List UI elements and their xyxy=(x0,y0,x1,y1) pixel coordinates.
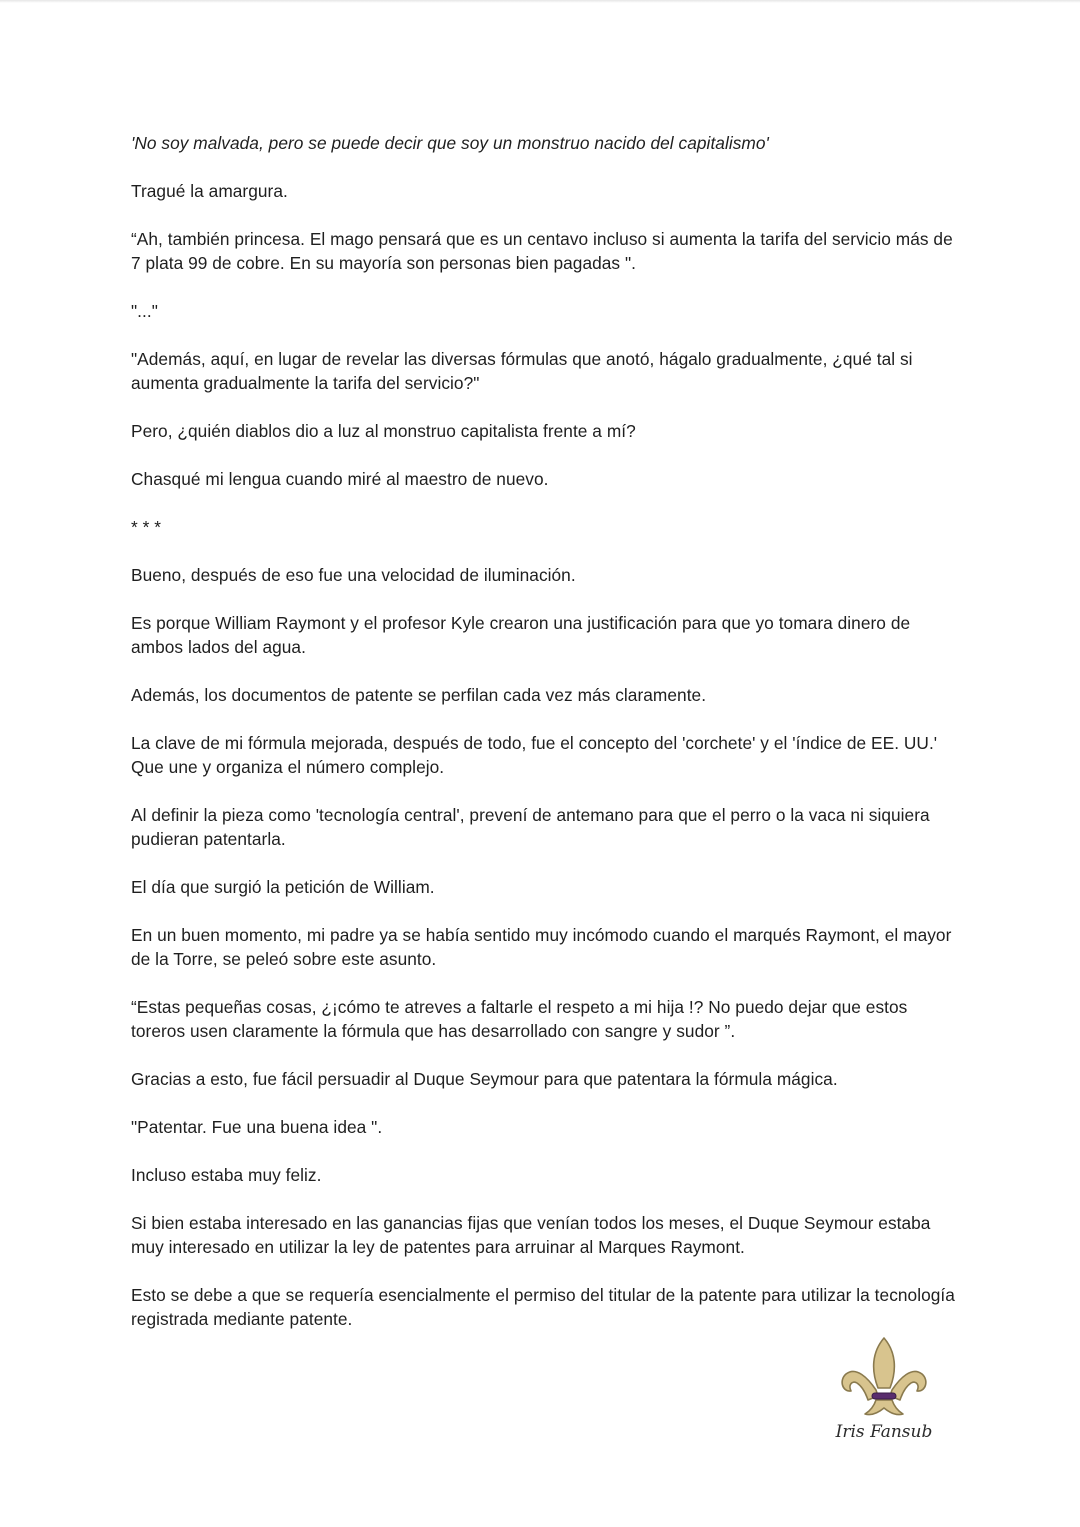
paragraph: Bueno, después de eso fue una velocidad de iluminación. xyxy=(131,565,576,585)
document-body xyxy=(131,131,961,1355)
paragraph: Esto se debe a que se requería esencialmente el permiso del titular de la patente para utilizar la tecnología registrada mediante patente. xyxy=(131,1285,955,1329)
watermark-text: Iris Fansub xyxy=(835,1422,933,1442)
paragraph: “Ah, también princesa. El mago pensará que es un centavo incluso si aumenta la tarifa del servicio más de 7 plata 99 de cobre. En su mayoría son personas bien pagadas ". xyxy=(131,229,953,273)
paragraph: Gracias a esto, fue fácil persuadir al Duque Seymour para que patentara la fórmula mágica. xyxy=(131,1069,838,1089)
paragraph: Es porque William Raymont y el profesor Kyle crearon una justificación para que yo tomara dinero de ambos lados del agua. xyxy=(131,613,911,657)
paragraph: "..." xyxy=(131,301,158,321)
page-top-edge xyxy=(0,0,1080,3)
paragraph: "Además, aquí, en lugar de revelar las diversas fórmulas que anotó, hágalo gradualmente, ¿qué tal si aumenta gradualmente la tarifa del servicio?" xyxy=(131,349,913,393)
paragraph: Incluso estaba muy feliz. xyxy=(131,1165,322,1185)
paragraph: "Patentar. Fue una buena idea ". xyxy=(131,1117,383,1137)
paragraph: La clave de mi fórmula mejorada, después de todo, fue el concepto del 'corchete' y el 'índice de EE. UU.' Que une y organiza el número complejo. xyxy=(131,733,938,777)
paragraph: Al definir la pieza como 'tecnología central', prevení de antemano para que el perro o la vaca ni siquiera pudieran patentarla. xyxy=(131,805,930,849)
paragraph: Tragué la amargura. xyxy=(131,181,288,201)
paragraph: 'No soy malvada, pero se puede decir que soy un monstruo nacido del capitalismo' xyxy=(131,133,769,153)
iris-fansub-watermark xyxy=(832,1336,936,1448)
paragraph: “Estas pequeñas cosas, ¿¡cómo te atreves a faltarle el respeto a mi hija !? No puedo dejar que estos toreros usen claramente la fórmula que has desarrollado con sangre y sudor ”. xyxy=(131,997,908,1041)
paragraph: En un buen momento, mi padre ya se había sentido muy incómodo cuando el marqués Raymont, el mayor de la Torre, se peleó sobre este asunto. xyxy=(131,925,952,969)
paragraph: Si bien estaba interesado en las ganancias fijas que venían todos los meses, el Duque Seymour estaba muy interesado en utilizar la ley de patentes para arruinar al Marques Raymont. xyxy=(131,1213,931,1257)
paragraph: Chasqué mi lengua cuando miré al maestro de nuevo. xyxy=(131,469,549,489)
fleur-de-lis-icon xyxy=(838,1336,930,1420)
paragraph: Además, los documentos de patente se perfilan cada vez más claramente. xyxy=(131,685,707,705)
paragraph: El día que surgió la petición de William. xyxy=(131,877,435,897)
paragraph: Pero, ¿quién diablos dio a luz al monstruo capitalista frente a mí? xyxy=(131,421,636,441)
paragraph: * * * xyxy=(131,517,162,537)
